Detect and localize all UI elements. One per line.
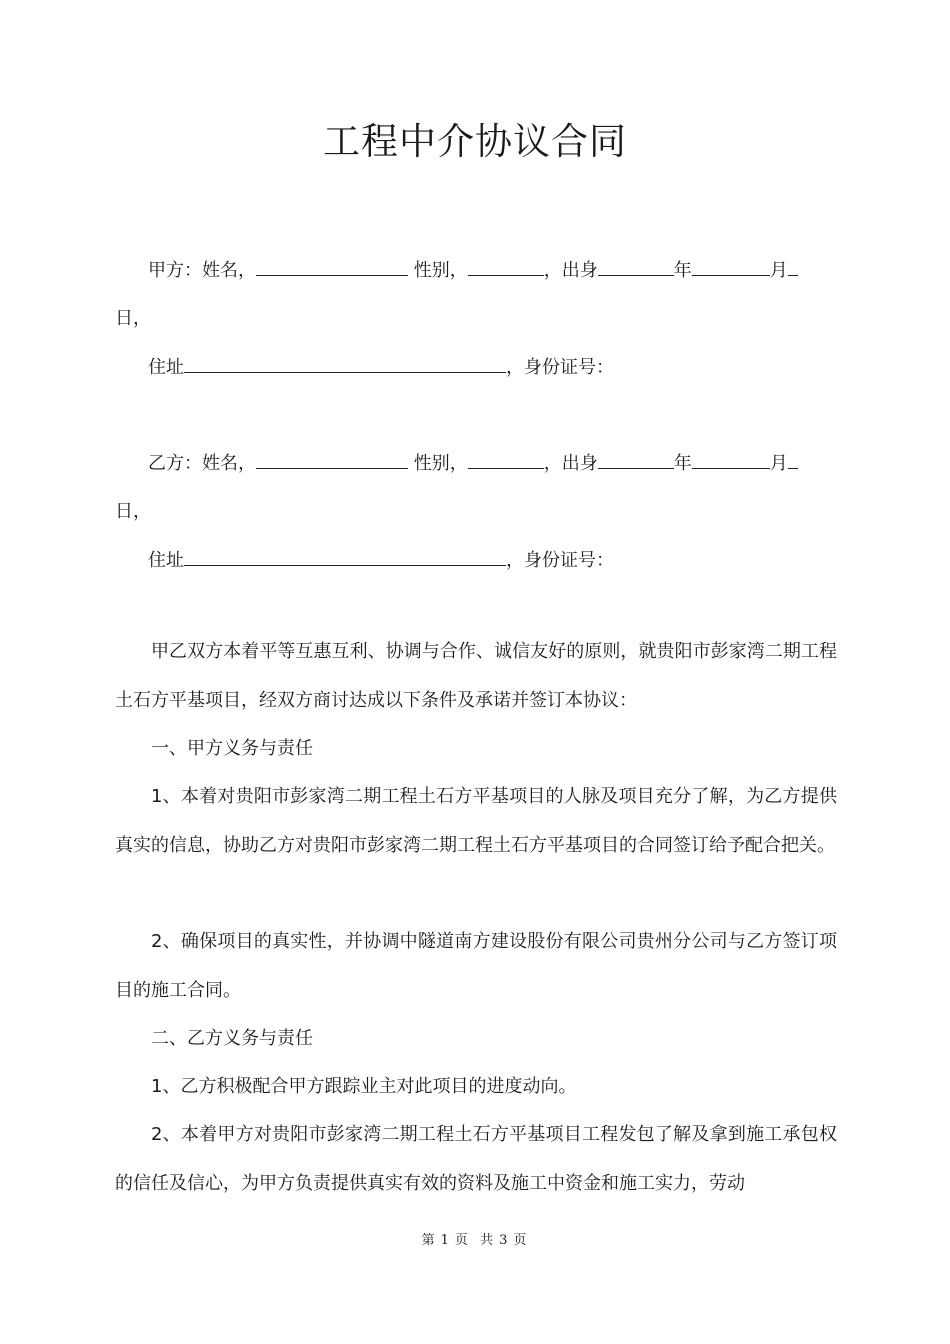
party-b-month-blank xyxy=(692,450,770,469)
party-a-id-label: ，身份证号： xyxy=(506,357,614,378)
page-footer xyxy=(0,1229,950,1248)
footer-page-total: 3 xyxy=(499,1233,510,1248)
section2-item2: 2、本着甲方对贵阳市彭家湾二期工程土石方平基项目工程发包了解及拿到施工承包权的信任及信心，为甲方负责提供真实有效的资料及施工中资金和施工实力，劳动 xyxy=(115,1124,837,1194)
party-b-gender-label: 性别， xyxy=(413,453,468,474)
party-b-gender-blank xyxy=(468,450,544,469)
footer-page-label: 第 xyxy=(421,1233,437,1248)
party-a-year-blank xyxy=(598,257,674,276)
party-b-address-label: 住址 xyxy=(148,550,184,571)
section1-heading: 一、甲方义务与责任 xyxy=(151,738,313,759)
party-b-year-blank xyxy=(598,450,674,469)
footer-page-unit: 页 xyxy=(454,1233,470,1248)
party-b-name-blank xyxy=(256,450,408,469)
party-a-name-blank xyxy=(256,257,408,276)
party-b-day-blank xyxy=(788,450,798,469)
section1-item2: 2、确保项目的真实性，并协调中隧道南方建设股份有限公司贵州分公司与乙方签订项目的施工合同。 xyxy=(115,931,837,1001)
page-title: 工程中介协议合同 xyxy=(323,120,627,163)
section1-item1: 1、本着对贵阳市彭家湾二期工程土石方平基项目的人脉及项目充分了解，为乙方提供真实的信息，协助乙方对贵阳市彭家湾二期工程土石方平基项目的合同签订给予配合把关。 xyxy=(115,786,837,856)
intro-paragraph: 甲乙双方本着平等互惠互利、协调与合作、诚信友好的原则，就贵阳市彭家湾二期工程土石方平基项目，经双方商讨达成以下条件及承诺并签订本协议： xyxy=(115,641,837,711)
party-a-month-blank xyxy=(692,257,770,276)
party-b-name-label: 乙方：姓名， xyxy=(148,453,256,474)
party-a-day-blank xyxy=(788,257,798,276)
party-a-address-label: 住址 xyxy=(148,357,184,378)
party-b-address-blank xyxy=(184,547,506,566)
party-a-address-blank xyxy=(184,354,506,373)
footer-page-current: 1 xyxy=(440,1233,451,1248)
party-a-gender-label: 性别， xyxy=(413,260,468,281)
party-b-month-label: 月 xyxy=(769,453,788,474)
section2-item1: 1、乙方积极配合甲方跟踪业主对此项目的进度动向。 xyxy=(151,1076,577,1097)
party-a-name-line xyxy=(148,257,798,283)
party-b-birth-label: ，出身 xyxy=(543,453,598,474)
party-a-address-line xyxy=(148,354,614,380)
party-b-address-line xyxy=(148,547,614,573)
party-a-month-label: 月 xyxy=(769,260,788,281)
party-a-year-label: 年 xyxy=(673,260,692,281)
section2-heading: 二、乙方义务与责任 xyxy=(151,1028,313,1049)
party-a-day-line: 日， xyxy=(115,308,151,329)
party-b-id-label: ，身份证号： xyxy=(506,550,614,571)
footer-total-label: 共 xyxy=(480,1233,496,1248)
party-a-birth-label: ，出身 xyxy=(543,260,598,281)
party-b-day-line: 日， xyxy=(115,501,151,522)
party-a-gender-blank xyxy=(468,257,544,276)
party-b-year-label: 年 xyxy=(673,453,692,474)
party-b-name-line xyxy=(148,450,798,476)
party-a-name-label: 甲方：姓名， xyxy=(148,260,256,281)
footer-total-unit: 页 xyxy=(513,1233,529,1248)
